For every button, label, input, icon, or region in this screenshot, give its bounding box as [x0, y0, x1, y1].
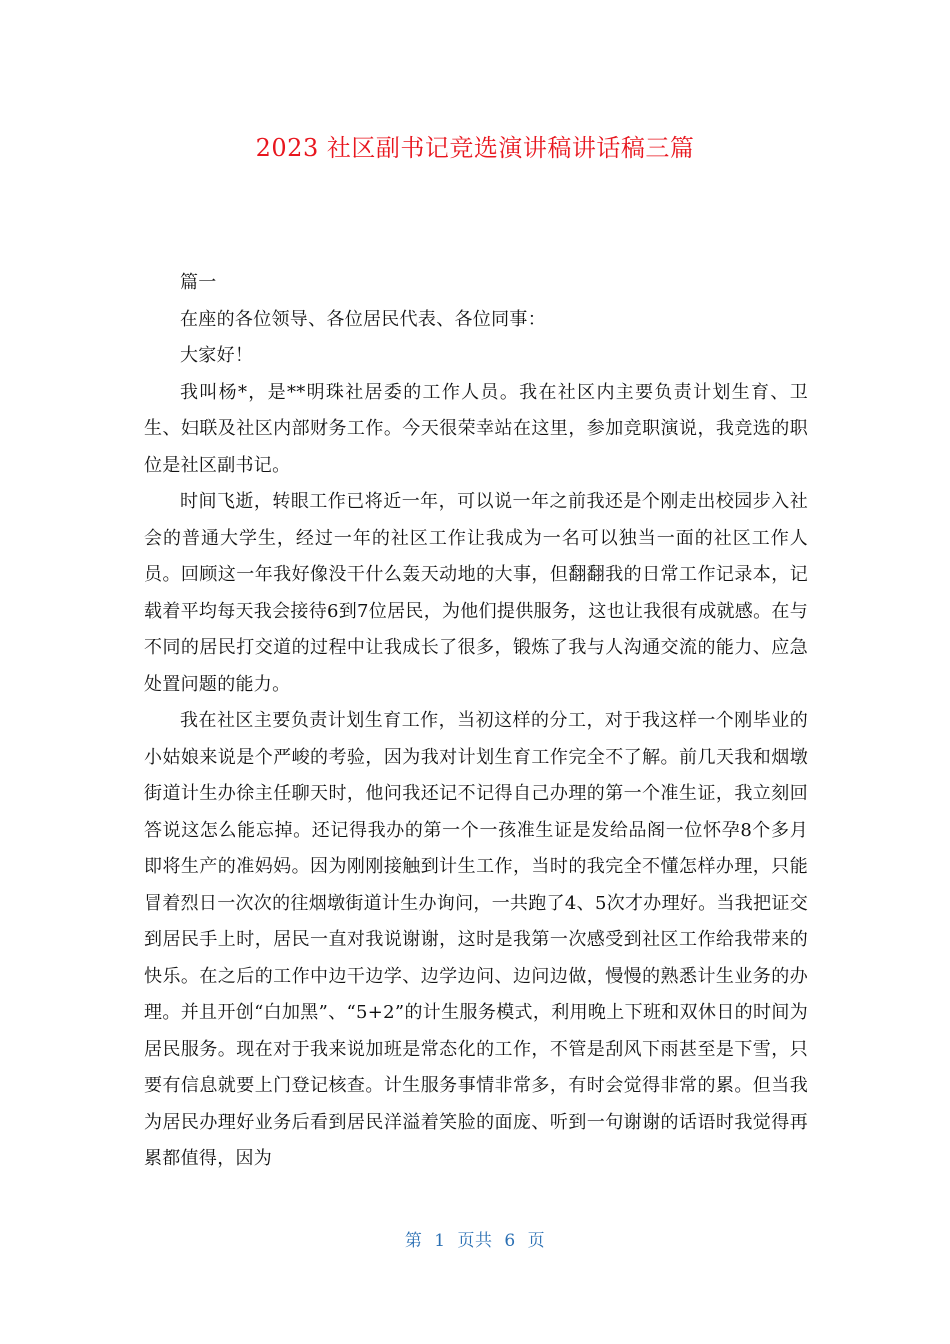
document-body — [144, 265, 808, 1178]
paragraph-salutation: 在座的各位领导、各位居民代表、各位同事： — [180, 308, 546, 330]
paragraph-work-review: 时间飞逝，转眼工作已将近一年，可以说一年之前我还是个刚走出校园步入社会的普通大学生，经过一年的社区工作让我成为一名可以独当一面的社区工作人员。回顾这一年我好像没干什么轰天动地的大事，但翻翻我的日常工作记录本，记载着平均每天我会接待6到7位居民，为他们提供服务，这也让我很有成就感。在与不同的居民打交道的过程中让我成长了很多，锻炼了我与人沟通交流的能力、应急处置问题的能力。 — [144, 491, 809, 695]
page-footer: 第 1 页共 6 页 — [404, 1231, 546, 1251]
paragraph-section-heading: 篇一 — [180, 272, 217, 293]
paragraph-introduction: 我叫杨*，是**明珠社居委的工作人员。我在社区内主要负责计划生育、卫生、妇联及社区内部财务工作。今天很荣幸站在这里，参加竞职演说，我竞选的职位是社区副书记。 — [144, 381, 808, 476]
paragraph-family-planning: 我在社区主要负责计划生育工作，当初这样的分工，对于我这样一个刚毕业的小姑娘来说是个严峻的考验，因为我对计划生育工作完全不了解。前几天我和烟墩街道计生办徐主任聊天时，他问我还记不记得自己办理的第一个准生证，我立刻回答说这怎么能忘掉。还记得我办的第一个一孩准生证是发给品阁一位怀孕8个多月即将生产的准妈妈。因为刚刚接触到计生工作，当时的我完全不懂怎样办理，只能冒着烈日一次次的往烟墩街道计生办询问，一共跑了4、5次才办理好。当我把证交到居民手上时，居民一直对我说谢谢，这时是我第一次感受到社区工作给我带来的快乐。在之后的工作中边干边学、边学边问、边问边做，慢慢的熟悉计生业务的办理。并且开创“白加黑”、“5+2”的计生服务模式，利用晚上下班和双休日的时间为居民服务。现在对于我来说加班是常态化的工作，不管是刮风下雨甚至是下雪，只要有信息就要上门登记核查。计生服务事情非常多，有时会觉得非常的累。但当我为居民办理好业务后看到居民洋溢着笑脸的面庞、听到一句谢谢的话语时我觉得再累都值得，因为 — [144, 710, 809, 1169]
document-title: 2023 社区副书记竞选演讲稿讲话稿三篇 — [255, 134, 695, 162]
paragraph-greeting: 大家好！ — [180, 345, 254, 366]
